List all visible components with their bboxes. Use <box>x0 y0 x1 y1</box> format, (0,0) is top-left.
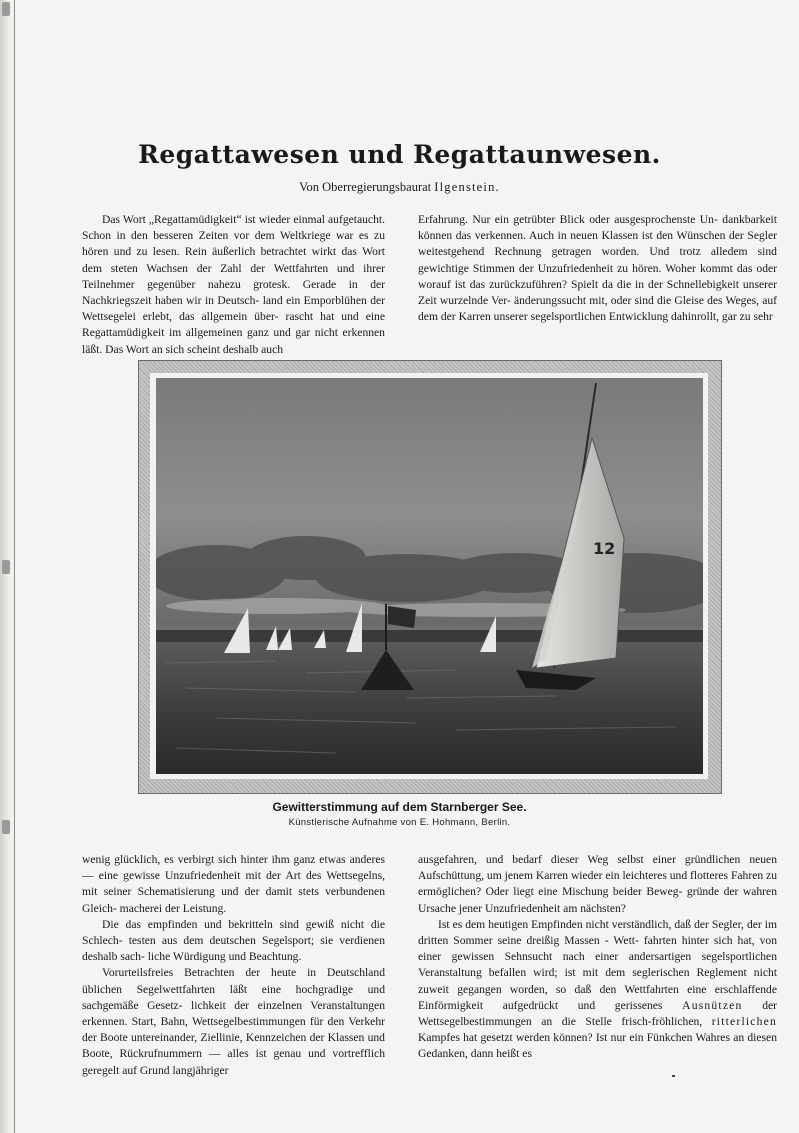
text-line: Fahren zu ermöglichen? Oder liegt eine Mischung beider Beweg- <box>418 869 777 899</box>
column-top-right <box>418 212 777 325</box>
print-speck <box>672 1075 675 1077</box>
sail-number: 12 <box>593 539 616 558</box>
text-line: änderungssucht mit, oder sind die Gleise des Weges, auf dem der <box>418 294 777 324</box>
emphasized-text: Ausnützen <box>682 998 743 1012</box>
column-bottom-left <box>82 852 385 1079</box>
text-line: Vorurteilsfreies Betrachten der heute in Deutschland üblichen <box>82 966 385 996</box>
text-line: frisch-fröhlichen, <box>621 1015 703 1029</box>
column-bottom-right <box>418 852 777 1063</box>
text-line: Ist es dem heutigen Empfinden nicht verständlich, daß der <box>438 917 709 931</box>
column-top-left <box>82 212 385 358</box>
text-line: macherei der Leistung. <box>119 901 227 915</box>
text-line: wenig glücklich, es verbirgt sich hinter ihm ganz etwas anderes — <box>82 853 385 883</box>
text-line: Ziellinie, Kennzeichen der Klassen und Boote, Rückrufnummern — <box>82 1031 385 1061</box>
text-line: Erfahrung. Nur ein getrübter Blick oder ausgesprochenste Un- <box>418 213 718 226</box>
text-line: lichkeit der einzelnen Veranstaltungen erkennen. Start, Bahn, <box>82 998 385 1029</box>
text-line: ausgefahren, und bedarf dieser Weg selbst einer gründlichen neuen <box>418 853 777 866</box>
text-line: den Wettfahrten eine erschlaffende Einförmigkeit aufgedrückt und <box>418 982 777 1012</box>
emphasized-text: ritterlichen <box>711 1015 777 1029</box>
article-title: Regattawesen und Regattaunwesen. <box>138 140 661 169</box>
text-line: seiner Schematisierung und der damit stets verbundenen Gleich- <box>82 885 385 915</box>
text-line: Segelwettfahrten läßt eine hochgradige und sachgemäße Gesetz- <box>82 982 386 1012</box>
paragraph <box>418 917 777 1063</box>
text-line: Wettsegelbestimmungen für den Verkehr der Boote untereinander, <box>82 1015 385 1045</box>
text-line: Kampfes hat gesetzt werden können? <box>418 1031 593 1045</box>
text-line: Wachsen der Zahl der Wettfahrten und ihrer Teilnehmer gegenüber <box>82 261 385 291</box>
text-line: rascht hat und eine Regattamüdigkeit im allgemeinen ganz und <box>82 310 385 340</box>
text-line: zu hören. Woher kommt das oder worauf ist das zurückzuführen? <box>418 261 778 291</box>
text-line: gerissenes <box>614 998 663 1012</box>
text-line: alles ist genau und vortrefflich geregelt auf Grund langjähriger <box>82 1047 385 1077</box>
text-line: Und trotz alledem sind gewichtige Stimmen der Unzufriedenheit <box>418 245 777 275</box>
paragraph <box>82 965 385 1078</box>
text-line: dem seglerischen Reglement nicht zuweit gegangen worden, so daß <box>418 966 777 996</box>
binding-mark <box>2 2 10 16</box>
text-line: gründe der wahren Ursache jener Unzufriedenheit am nächsten? <box>418 885 777 915</box>
binding-mark <box>2 560 10 574</box>
text-line: testen aus dem deutschen Segelsport; sie verdienen deshalb sach- <box>82 934 385 964</box>
paragraph <box>418 212 777 325</box>
paragraph <box>82 212 385 358</box>
figure-caption: Gewitterstimmung auf dem Starnberger See. <box>272 800 527 814</box>
text-line: Segler, der im dritten Sommer seine dreißig Massen - Wett- <box>418 917 777 948</box>
figure-credit: Künstlerische Aufnahme von E. Hohmann, Berlin. <box>288 817 511 828</box>
paragraph <box>418 852 777 917</box>
text-line: Die das empfinden und bekritteln sind gewiß nicht die Schlech- <box>82 917 385 948</box>
text-line: Aufschüttung, um jenem Karren wieder ein leichteres und flotteres <box>418 869 729 883</box>
text-line: gar nicht erkennen läßt. Das Wort an sich scheint deshalb auch <box>82 326 385 356</box>
byline <box>0 180 799 195</box>
text-line: dankbarkeit können das verkennen. Auch in neuen Klassen ist den <box>418 213 777 243</box>
text-line: fahrten hinter sich hat, von einer gewissen Sehnsucht nach einer <box>418 934 778 964</box>
byline-prefix: Von Oberregierungsbaurat <box>299 180 432 194</box>
text-line: der Wettsegelbestimmungen an die Stelle <box>418 998 777 1029</box>
text-line: eine gewisse Unzufriedenheit mit der Art des Wettsegelns, mit <box>82 869 385 899</box>
text-line: liche Würdigung und Beachtung. <box>147 950 302 964</box>
text-line: Spielt da die in der Schnellebigkeit unserer Zeit wurzelnde Ver- <box>418 277 777 308</box>
text-line: Schon in den besseren Zeiten vor dem Weltkriege war es zu hören <box>82 229 385 259</box>
text-line: Ist nur ein Fünkchen Wahres an diesen Gedanken, dann heißt es <box>418 1031 778 1061</box>
paragraph <box>82 852 385 917</box>
text-line: und zu lesen. Rein äußerlich betrachtet wirkt das Wort dem steten <box>82 245 385 275</box>
byline-author: Ilgenstein. <box>434 180 500 194</box>
text-line: Wünschen der Segler weitestgehend Rechnung getragen worden. <box>418 229 777 259</box>
binding-edge <box>0 0 15 1133</box>
text-line: land ein Emporblühen der Wettsegelei erlebt, das allgemein über- <box>82 294 386 324</box>
text-line: Karren unserer segelsportlichen Entwicklung dahinrollt, gar zu sehr <box>458 310 773 324</box>
text-line: Das Wort „Regattamüdigkeit“ ist wieder einmal aufgetaucht. <box>102 213 385 226</box>
text-line: nahezu grotesk. Gerade in der Nachkriegszeit haben wir in Deutsch- <box>82 277 386 308</box>
text-line: andersartigen segelsportlichen Veranstaltung befallen wird; ist mit <box>418 950 777 980</box>
regatta-photo <box>156 378 703 774</box>
paragraph <box>82 917 385 966</box>
